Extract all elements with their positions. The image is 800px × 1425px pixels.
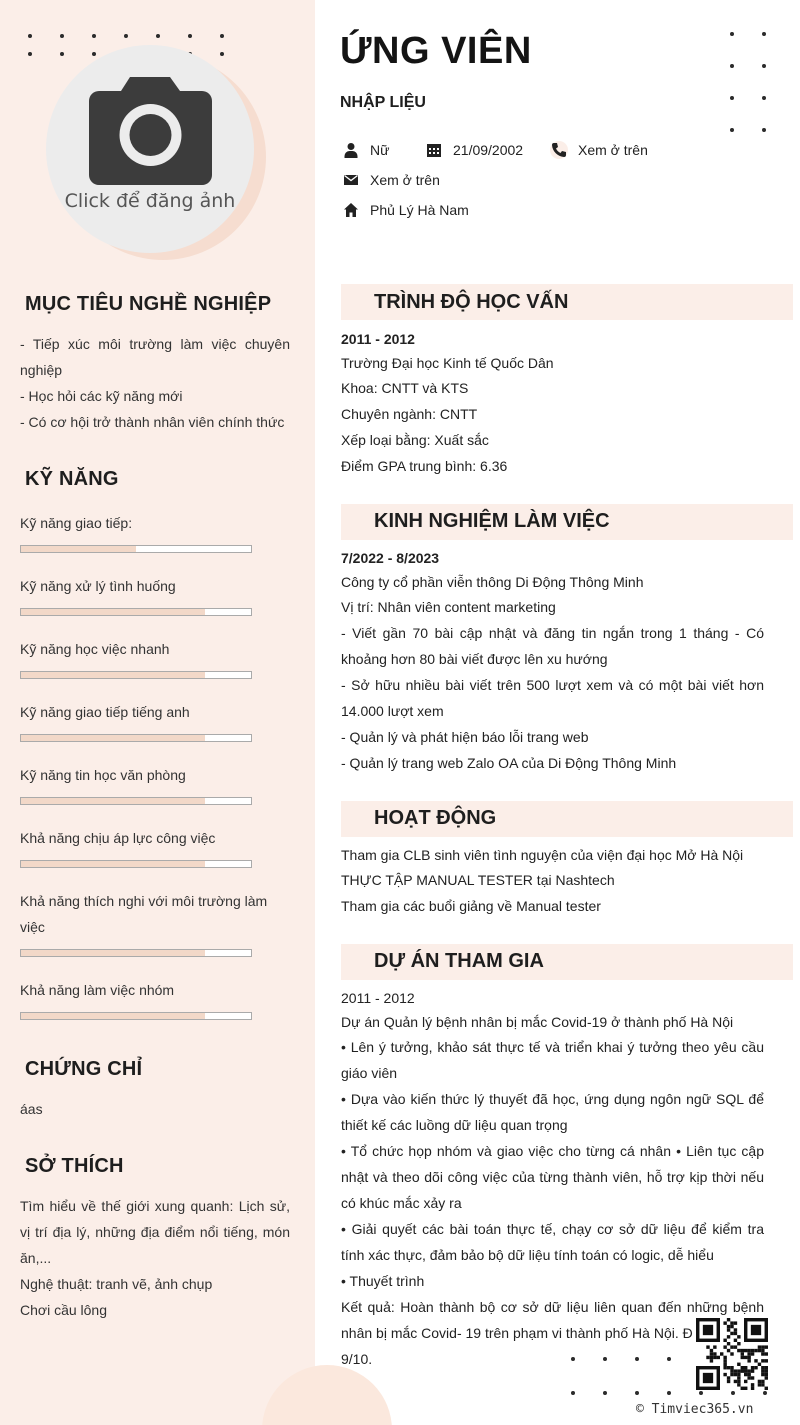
home-icon: [342, 201, 360, 219]
decorative-dot: [603, 1357, 607, 1361]
address-info: [342, 201, 469, 219]
skill-bar-fill: [21, 861, 205, 867]
education-period: 2011 - 2012: [341, 331, 415, 347]
decorative-dots: [730, 32, 766, 132]
education-line: Trường Đại học Kinh tế Quốc Dân: [341, 355, 554, 371]
email-info: [342, 171, 440, 189]
gender-info: [342, 141, 389, 159]
skill-label: Khả năng làm việc nhóm: [20, 982, 175, 998]
decorative-dot: [762, 32, 766, 36]
skill-bar: [20, 797, 252, 805]
phone-icon: [550, 141, 568, 159]
experience-period: 7/2022 - 8/2023: [341, 550, 440, 566]
skill-label: Kỹ năng giao tiếp:: [20, 515, 133, 531]
skill-bar-fill: [21, 950, 205, 956]
skill-bar: [20, 608, 252, 616]
experience-line: - Viết gần 70 bài cập nhật và đăng tin ngắn trong 1 tháng - Có khoảng hơn 80 bài viết được lên xu hướng: [341, 625, 764, 667]
decorative-dot: [731, 1391, 735, 1395]
decorative-dot: [730, 64, 734, 68]
skill-bar: [20, 1012, 252, 1020]
project-line: • Dựa vào kiến thức lý thuyết đã học, ứng dụng ngôn ngữ SQL để thiết kế các luồng dữ liệu quan trọng: [341, 1091, 764, 1133]
decorative-dot: [60, 52, 64, 56]
experience-line: - Sở hữu nhiều bài viết trên 500 lượt xem và có một bài viết hơn 14.000 lượt xem: [341, 677, 764, 719]
decorative-dot: [730, 96, 734, 100]
skill-label: Kỹ năng học việc nhanh: [20, 641, 170, 657]
decorative-dot: [635, 1391, 639, 1395]
skill-bar-fill: [21, 609, 205, 615]
hobby-line: Chơi cầu lông: [20, 1302, 108, 1318]
activity-line: Tham gia CLB sinh viên tình nguyện của viện đại học Mở Hà Nội: [341, 847, 744, 863]
project-line: • Thuyết trình: [341, 1273, 425, 1289]
education-title: TRÌNH ĐỘ HỌC VẤN: [374, 291, 569, 313]
decorative-dot: [92, 52, 96, 56]
decorative-dot: [635, 1357, 639, 1361]
skill-label: Khả năng thích nghi với môi trường làm việc: [20, 893, 268, 935]
left-column: [0, 0, 315, 1425]
experience-role: Vị trí: Nhân viên content marketing: [341, 599, 556, 615]
skill-label: Khả năng chịu áp lực công việc: [20, 830, 216, 846]
decorative-dot: [28, 34, 32, 38]
education-line: Chuyên ngành: CNTT: [341, 406, 478, 422]
skills-title: KỸ NĂNG: [25, 468, 119, 490]
decorative-dot: [762, 128, 766, 132]
objective-line: - Có cơ hội trở thành nhân viên chính thức: [20, 414, 285, 430]
skill-bar-fill: [21, 1013, 205, 1019]
person-icon: [342, 141, 360, 159]
skill-bar-fill: [21, 735, 205, 741]
copyright-text: © Timviec365.vn: [636, 1402, 754, 1417]
email-value: Xem ở trên: [370, 172, 440, 188]
decorative-dot: [603, 1391, 607, 1395]
objective-line: - Học hỏi các kỹ năng mới: [20, 388, 183, 404]
decorative-dot: [28, 52, 32, 56]
calendar-icon: [425, 141, 443, 159]
skill-bar-fill: [21, 672, 205, 678]
candidate-position: NHẬP LIỆU: [340, 94, 426, 111]
birthday-info: [425, 141, 523, 159]
skill-bar-fill: [21, 798, 205, 804]
decorative-dot: [571, 1357, 575, 1361]
phone-value: Xem ở trên: [578, 142, 648, 158]
project-line: 9/10.: [341, 1351, 373, 1367]
skill-bar-fill: [21, 546, 136, 552]
decorative-dot: [188, 34, 192, 38]
phone-info: [550, 141, 648, 159]
decorative-dot: [667, 1391, 671, 1395]
project-line: Kết quả: Hoàn thành bộ cơ sở dữ liệu liên quan đến những bệnh nhân bị mắc Covid- 19 trên phạm vi thành phố Hà Nội. Đ: [341, 1299, 764, 1341]
project-line: Dự án Quản lý bệnh nhân bị mắc Covid-19 ở thành phố Hà Nội: [341, 1014, 734, 1030]
education-line: Xếp loại bằng: Xuất sắc: [341, 432, 489, 448]
education-line: Điểm GPA trung bình: 6.36: [341, 458, 508, 474]
hobbies-title: SỞ THÍCH: [25, 1155, 124, 1177]
gender-value: Nữ: [370, 142, 390, 158]
project-period: 2011 - 2012: [341, 990, 415, 1006]
qr-code-icon: [696, 1318, 768, 1390]
experience-title: KINH NGHIỆM LÀM VIỆC: [374, 510, 610, 532]
address-value: Phủ Lý Hà Nam: [370, 202, 469, 218]
projects-title: DỰ ÁN THAM GIA: [374, 950, 544, 972]
project-line: • Giải quyết các bài toán thực tế, chạy cơ sở dữ liệu để kiểm tra tính xác thực, đảm bảo bộ dữ liệu tính toán có logic, dễ hiểu: [341, 1221, 764, 1263]
envelope-icon: [342, 171, 360, 189]
project-line: • Tổ chức họp nhóm và giao việc cho từng cá nhân • Liên tục cập nhật và theo dõi công việc của từng thành viên, hỗ trợ kịp thời nếu có khúc mắc xảy ra: [341, 1143, 764, 1211]
skill-bar: [20, 860, 252, 868]
decorative-dot: [762, 64, 766, 68]
decorative-dot: [220, 52, 224, 56]
skill-bar: [20, 671, 252, 679]
decorative-dot: [60, 34, 64, 38]
objective-title: MỤC TIÊU NGHỀ NGHIỆP: [25, 293, 272, 315]
activity-line: Tham gia các buổi giảng về Manual tester: [341, 898, 601, 914]
education-line: Khoa: CNTT và KTS: [341, 380, 469, 396]
birthday-value: 21/09/2002: [453, 142, 524, 158]
certificates-text: áas: [20, 1101, 43, 1117]
decorative-dot: [220, 34, 224, 38]
objective-line: - Tiếp xúc môi trường làm việc chuyên nghiệp: [20, 336, 290, 378]
skill-label: Kỹ năng giao tiếp tiếng anh: [20, 704, 190, 720]
decorative-dot: [730, 128, 734, 132]
activity-line: THỰC TẬP MANUAL TESTER tại Nashtech: [341, 872, 615, 888]
experience-company: Công ty cổ phần viễn thông Di Động Thông Minh: [341, 574, 644, 590]
skill-bar: [20, 949, 252, 957]
decorative-dot: [762, 96, 766, 100]
activities-title: HOẠT ĐỘNG: [374, 807, 497, 829]
decorative-dot: [156, 34, 160, 38]
decorative-dot: [763, 1391, 767, 1395]
camera-icon[interactable]: [88, 75, 213, 185]
project-line: • Lên ý tưởng, khảo sát thực tế và triển khai ý tưởng theo yêu cầu giáo viên: [341, 1039, 764, 1081]
hobby-line: Tìm hiểu về thế giới xung quanh: Lịch sử, vị trí địa lý, những địa điểm nổi tiếng, món ăn,...: [20, 1198, 290, 1266]
certificates-title: CHỨNG CHỈ: [25, 1058, 143, 1080]
skill-bar: [20, 545, 252, 553]
decorative-dot: [730, 32, 734, 36]
experience-line: - Quản lý và phát hiện báo lỗi trang web: [341, 729, 589, 745]
skill-label: Kỹ năng xử lý tình huống: [20, 578, 176, 594]
decorative-dot: [571, 1391, 575, 1395]
decorative-dot: [667, 1357, 671, 1361]
candidate-name: ỨNG VIÊN: [340, 30, 532, 72]
photo-upload-label[interactable]: Click để đăng ảnh: [64, 190, 236, 212]
skill-bar: [20, 734, 252, 742]
skill-label: Kỹ năng tin học văn phòng: [20, 767, 186, 783]
hobby-line: Nghệ thuật: tranh vẽ, ảnh chụp: [20, 1276, 213, 1292]
decorative-dot: [92, 34, 96, 38]
decorative-dot: [124, 34, 128, 38]
experience-line: - Quản lý trang web Zalo OA của Di Động Thông Minh: [341, 755, 677, 771]
decorative-dot: [699, 1391, 703, 1395]
